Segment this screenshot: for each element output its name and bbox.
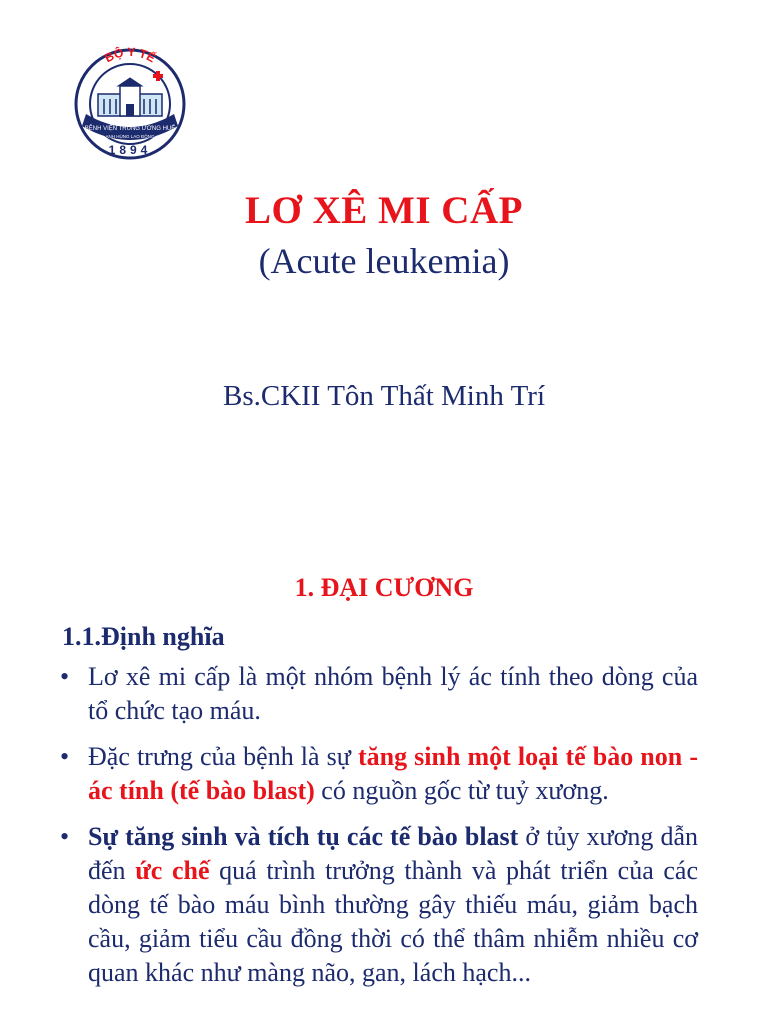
author-name: Bs.CKII Tôn Thất Minh Trí — [222, 380, 546, 412]
slide-title: LƠ XÊ MI CẤP — [245, 189, 523, 232]
bullet-icon: • — [60, 822, 70, 851]
hospital-logo — [68, 44, 192, 164]
list-item — [56, 740, 698, 808]
bullet-text: Đặc trưng của bệnh là sự — [88, 742, 358, 771]
logo-ring-text: BỆNH VIỆN TRUNG ƯƠNG HUẾ — [84, 126, 176, 132]
logo-top-text: BỘ Y TẾ — [102, 44, 158, 66]
logo-year: 1894 — [108, 143, 152, 157]
bold-text: Sự tăng sinh và tích tụ các tế bào blast — [88, 822, 519, 851]
bullet-text: ở tủy xương dẫn đến — [88, 822, 699, 885]
list-item — [56, 660, 698, 728]
highlight-text: ức chế — [135, 856, 210, 885]
definition-list — [56, 660, 698, 1002]
section-heading: 1. ĐẠI CƯƠNG — [294, 573, 474, 602]
bullet-text: quá trình trưởng thành và phát triển của các dòng tế bào máu bình thường gây thiếu máu, giảm bạch cầu, giảm tiểu cầu đồng thời có thể thâm nhiễm nhiều cơ quan khác như màng não, gan, lách hạch... — [88, 856, 699, 987]
list-item — [56, 820, 698, 990]
bullet-icon: • — [60, 662, 70, 691]
highlight-text: tăng sinh một loại tế bào non - ác tính (tế bào blast) — [88, 742, 698, 805]
slide-subtitle: (Acute leukemia) — [258, 241, 510, 281]
logo-inner-text: ANH HÙNG LAO ĐỘNG — [105, 134, 155, 139]
bullet-icon: • — [60, 742, 70, 771]
subsection-heading: 1.1.Định nghĩa — [62, 622, 225, 651]
bullet-text: Lơ xê mi cấp là một nhóm bệnh lý ác tính theo dòng của tổ chức tạo máu. — [88, 662, 698, 725]
bullet-text: có nguồn gốc từ tuỷ xương. — [314, 776, 609, 805]
